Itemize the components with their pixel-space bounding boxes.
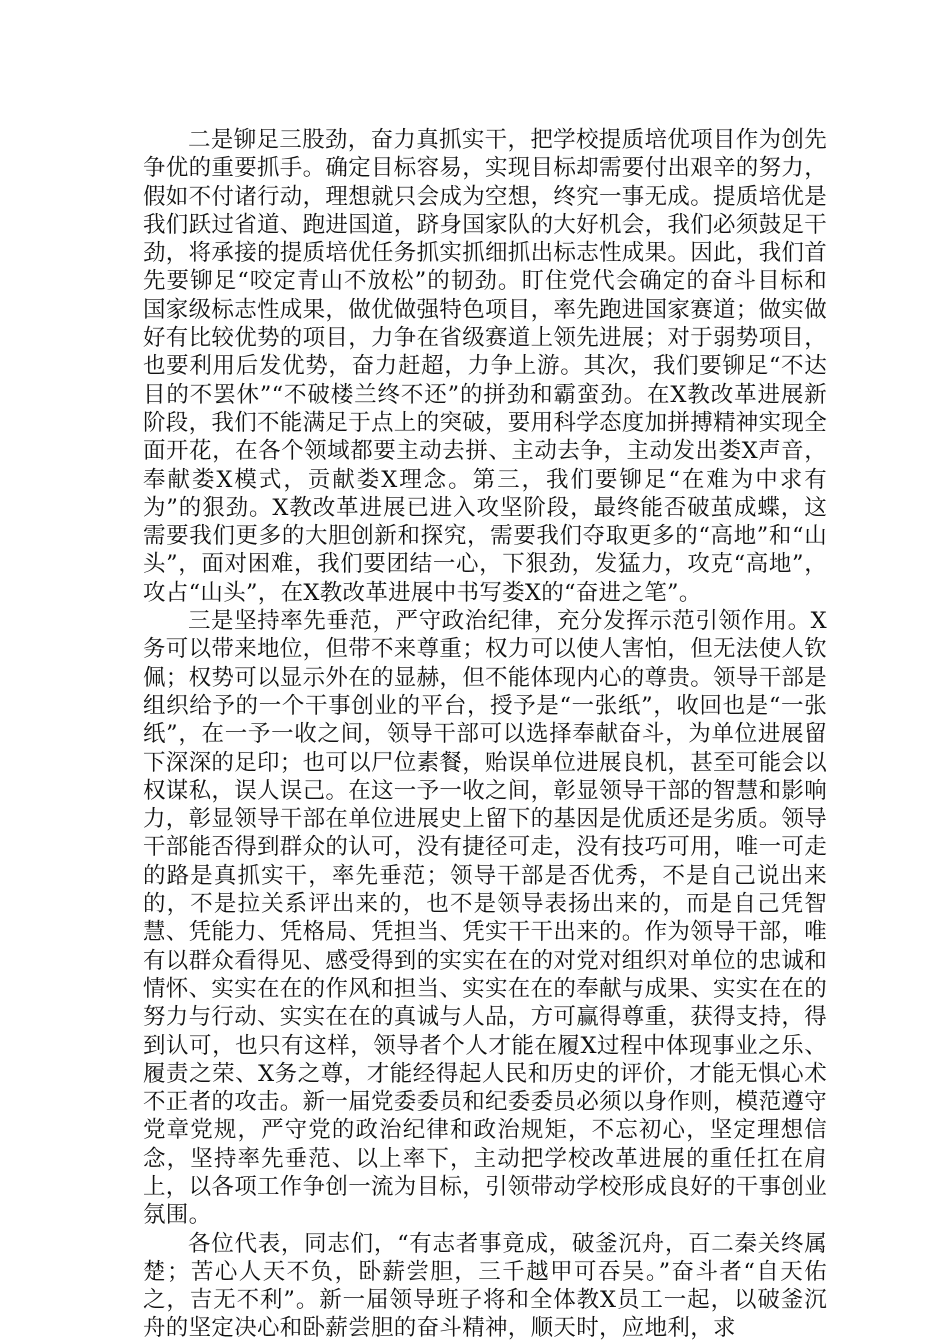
paragraph-jiaozu-sangujin: 二是铆足三股劲，奋力真抓实干，把学校提质培优项目作为创先争优的重要抓手。确定目标容易，实现目标却需要付出艰辛的努力，假如不付诸行动，理想就只会成为空想，终究一事无成。提质培优是我们跃过省道、跑进国道，跻身国家队的大好机会，我们必须鼓足干劲，将承接的提质培优任务抓实抓细抓出标志性成果。因此，我们首先要铆足“咬定青山不放松”的韧劲。盯住党代会确定的奋斗目标和国家级标志性成果，做优做强特色项目，率先跑进国家赛道；做实做好有比较优势的项目，力争在省级赛道上领先进展；对于弱势项目，也要利用后发优势，奋力赶超，力争上游。其次，我们要铆足“不达目的不罢休”“不破楼兰终不还”的拼劲和霸蛮劲。在X教改革进展新阶段，我们不能满足于点上的突破，要用科学态度加拼搏精神实现全面开花，在各个领域都要主动去拼、主动去争，主动发出娄X声音，奉献娄X模式，贡献娄X理念。第三，我们要铆足“在难为中求有为”的狠劲。X教改革进展已进入攻坚阶段，最终能否破茧成蝶，这需要我们更多的大胆创新和探究，需要我们夺取更多的“高地”和“山头”，面对困难，我们要团结一心，下狠劲，发猛力，攻克“高地”，攻占“山头”，在X教改革进展中书写娄X的“奋进之笔”。 bbox=[143, 127, 828, 606]
paragraph-gewei-daibiao: 各位代表，同志们，“有志者事竟成，破釜沉舟，百二秦关终属楚；苦心人天不负，卧薪尝胆，三千越甲可吞吴。”奋斗者“自天佑之，吉无不利”。新一届领导班子将和全体教X员工一起，以破釜沉舟的坚定决心和卧薪尝胆的奋斗精神，顺天时，应地利，求 bbox=[143, 1230, 827, 1342]
paragraph-shuaixian-chuifan: 三是坚持率先垂范，严守政治纪律，充分发挥示范引领作用。X务可以带来地位，但带不来尊重；权力可以使人害怕，但无法使人钦佩；权势可以显示外在的显赫，但不能体现内心的尊贵。领导干部是组织给予的一个干事创业的平台，授予是“一张纸”，收回也是“一张纸”，在一予一收之间，领导干部可以选择奉献奋斗，为单位进展留下深深的足印；也可以尸位素餐，贻误单位进展良机，甚至可能会以权谋私，误人误己。在这一予一收之间，彰显领导干部的智慧和影响力，彰显领导干部在单位进展史上留下的基因是优质还是劣质。领导干部能否得到群众的认可，没有捷径可走，没有技巧可用，唯一可走的路是真抓实干，率先垂范；领导干部是否优秀，不是自己说出来的，不是拉关系评出来的，也不是领导表扬出来的，而是自己凭智慧、凭能力、凭格局、凭担当、凭实干干出来的。作为领导干部，唯有以群众看得见、感受得到的实实在在的对党对组织对单位的忠诚和情怀、实实在在的作风和担当、实实在在的奉献与成果、实实在在的努力与行动、实实在在的真诚与人品，方可赢得尊重，获得支持，得到认可，也只有这样，领导者个人才能在履X过程中体现事业之乐、履责之荣、X务之尊，才能经得起人民和历史的评价，才能无惧心术不正者的攻击。新一届党委委员和纪委委员必须以身作则，模范遵守党章党规，严守党的政治纪律和政治规矩，不忘初心，坚定理想信念，坚持率先垂范、以上率下，主动把学校改革进展的重任扛在肩上，以各项工作争创一流为目标，引领带动学校形成良好的干事创业氛围。 bbox=[143, 608, 828, 1229]
document-body bbox=[143, 126, 827, 1343]
